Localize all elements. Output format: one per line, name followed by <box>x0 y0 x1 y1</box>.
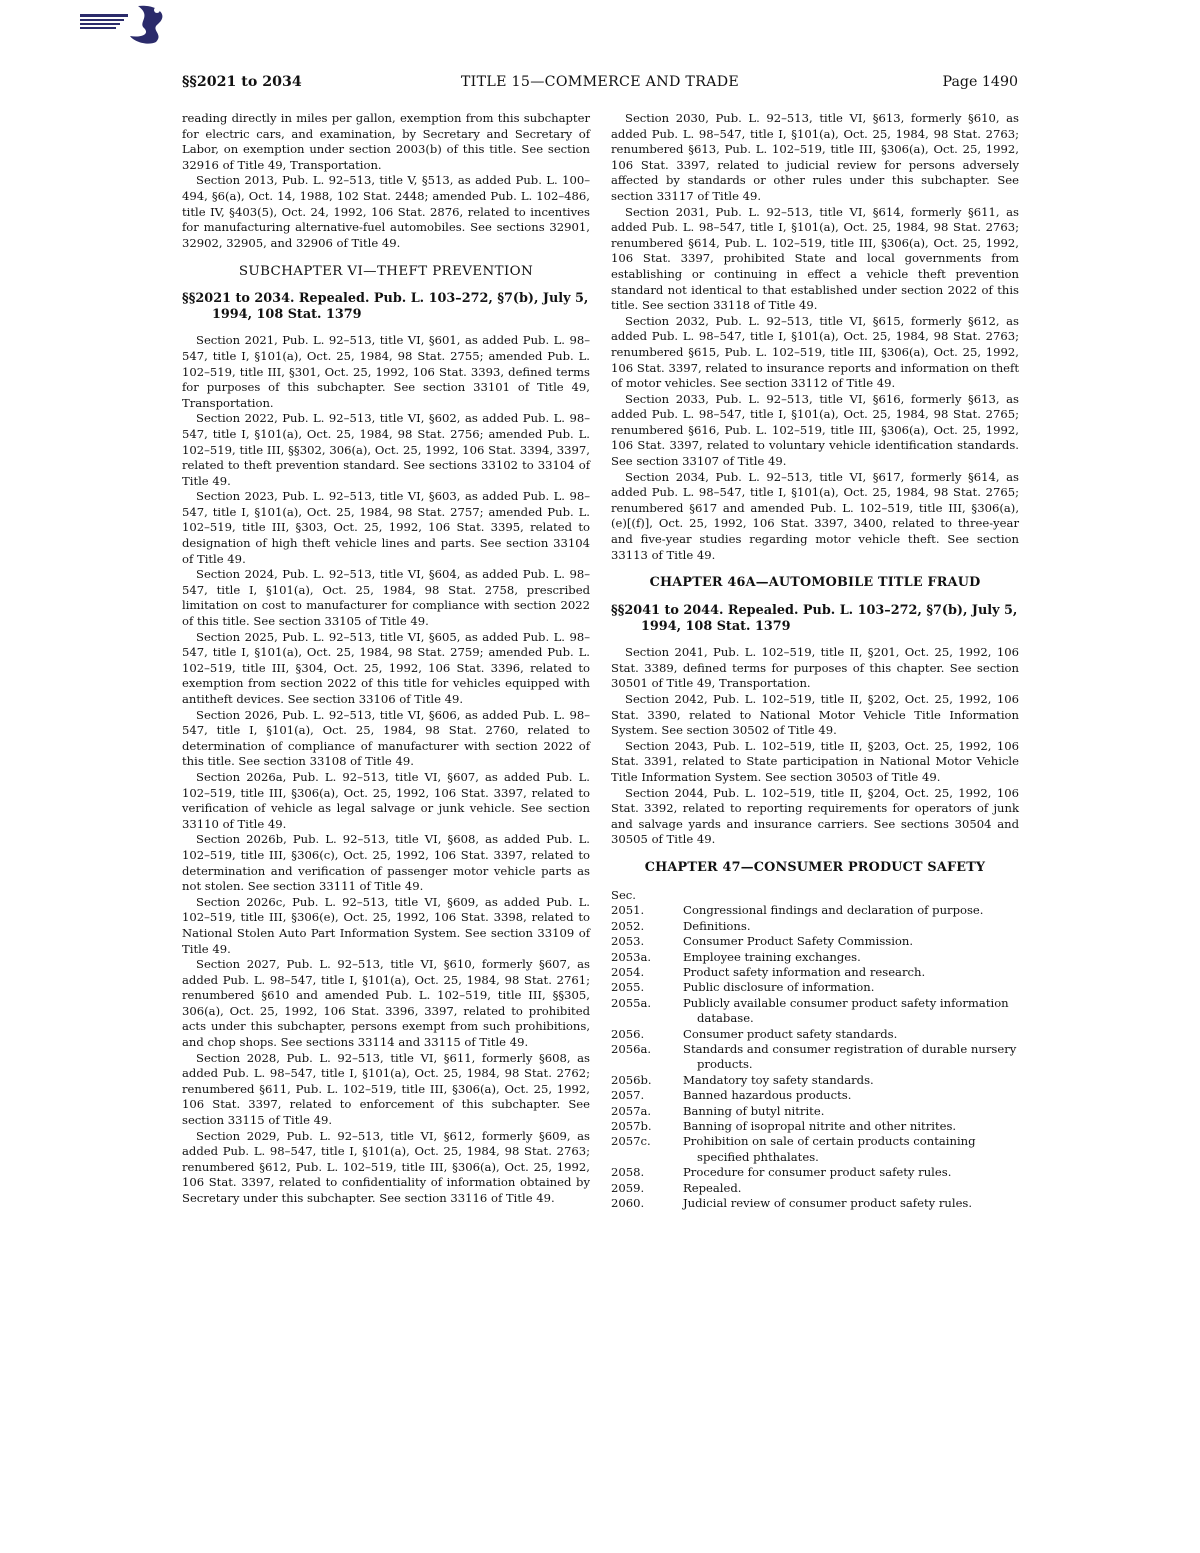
toc-title: Product safety information and research. <box>683 964 926 979</box>
body-paragraph: Section 2025, Pub. L. 92–513, title VI, §605, as added Pub. L. 98–547, title I, §101(a), Oct. 25, 1984, 98 Stat. 2759; amended Pub. L. 102–519, title III, §304, Oct. 25, 1992, 106 Stat. 3396, related to exemption from section 2022 of this title for vehicles equipped with antitheft devices. See section 33106 of Title 49. <box>182 629 590 706</box>
left-column <box>182 111 590 1207</box>
toc-entry <box>611 1196 1019 1211</box>
body-paragraph: Section 2041, Pub. L. 102–519, title II, §201, Oct. 25, 1992, 106 Stat. 3389, defined terms for purposes of this chapter. See section 30501 of Title 49, Transportation. <box>611 645 1019 691</box>
body-paragraph: Section 2022, Pub. L. 92–513, title VI, §602, as added Pub. L. 98–547, title I, §101(a), Oct. 25, 1984, 98 Stat. 2756; amended Pub. L. 102–519, title III, §§302, 306(a), Oct. 25, 1992, 106 Stat. 3394, 3397, related to theft prevention standard. See sections 33102 to 33104 of Title 49. <box>182 411 590 488</box>
toc-title: Standards and consumer registration of durable nursery products. <box>683 1042 1017 1072</box>
body-paragraph: Section 2024, Pub. L. 92–513, title VI, §604, as added Pub. L. 98–547, title I, §101(a), Oct. 25, 1984, 98 Stat. 2758, prescribed limitation on cost to manufacturer for compliance with section 2022 of this title. See section 33105 of Title 49. <box>182 567 590 629</box>
toc-title: Consumer Product Safety Commission. <box>683 934 914 949</box>
toc-number: 2052. <box>611 918 645 933</box>
gpo-authenticated-logo <box>78 2 172 46</box>
toc-entry <box>611 1027 1019 1042</box>
running-head-section-range: §§2021 to 2034 <box>182 74 302 90</box>
body-paragraph: Section 2026, Pub. L. 92–513, title VI, §606, as added Pub. L. 98–547, title I, §101(a), Oct. 25, 1984, 98 Stat. 2760, related to determination of compliance of manufacturer with section 2022 of this title. See section 33108 of Title 49. <box>182 707 590 769</box>
toc-title: Banned hazardous products. <box>683 1088 852 1103</box>
toc-number: 2057c. <box>611 1134 651 1149</box>
toc-title: Prohibition on sale of certain products containing specified phthalates. <box>683 1134 976 1164</box>
body-paragraph: Section 2021, Pub. L. 92–513, title VI, §601, as added Pub. L. 98–547, title I, §101(a), Oct. 25, 1984, 98 Stat. 2755; amended Pub. L. 102–519, title III, §301, Oct. 25, 1992, 106 Stat. 3393, defined terms for purposes of this subchapter. See section 33101 of Title 49, Transportation. <box>182 333 590 410</box>
toc-entry <box>611 934 1019 949</box>
toc-number: 2056. <box>611 1026 645 1041</box>
toc-title: Procedure for consumer product safety rules. <box>683 1165 952 1180</box>
body-paragraph: Section 2030, Pub. L. 92–513, title VI, §613, formerly §610, as added Pub. L. 98–547, title I, §101(a), Oct. 25, 1984, 98 Stat. 2763; renumbered §613, Pub. L. 102–519, title III, §306(a), Oct. 25, 1992, 106 Stat. 3397, related to judicial review for persons adversely affected by standards or other rules under this subchapter. See section 33117 of Title 49. <box>611 111 1019 203</box>
toc-entry <box>611 1042 1019 1073</box>
body-paragraph: Section 2033, Pub. L. 92–513, title VI, §616, formerly §613, as added Pub. L. 98–547, title I, §101(a), Oct. 25, 1984, 98 Stat. 2765; renumbered §616, Pub. L. 102–519, title III, §306(a), Oct. 25, 1992, 106 Stat. 3397, related to voluntary vehicle identification standards. See section 33107 of Title 49. <box>611 391 1019 469</box>
toc-title: Congressional findings and declaration of purpose. <box>683 903 984 918</box>
toc-label: Sec. <box>611 887 636 902</box>
toc-entry <box>611 1165 1019 1180</box>
toc-entry <box>611 996 1019 1027</box>
body-paragraph: Section 2031, Pub. L. 92–513, title VI, §614, formerly §611, as added Pub. L. 98–547, title I, §101(a), Oct. 25, 1984, 98 Stat. 2763; renumbered §614, Pub. L. 102–519, title III, §306(a), Oct. 25, 1992, 106 Stat. 3397, prohibited State and local governments from establishing or continuing in effect a vehicle theft prevention standard not identical to that established under section 2022 of this title. See section 33118 of Title 49. <box>611 204 1019 313</box>
body-paragraph: Section 2023, Pub. L. 92–513, title VI, §603, as added Pub. L. 98–547, title I, §101(a), Oct. 25, 1984, 98 Stat. 2757; amended Pub. L. 102–519, title III, §303, Oct. 25, 1992, 106 Stat. 3395, related to designation of high theft vehicle lines and parts. See section 33104 of Title 49. <box>182 489 590 566</box>
body-paragraph: Section 2044, Pub. L. 102–519, title II, §204, Oct. 25, 1992, 106 Stat. 3392, related to reporting requirements for operators of junk and salvage yards and insurance carriers. See sections 30504 and 30505 of Title 49. <box>611 785 1019 847</box>
toc-title: Banning of isopropal nitrite and other nitrites. <box>683 1119 957 1134</box>
toc-entry <box>611 1104 1019 1119</box>
toc-entry <box>611 1073 1019 1088</box>
toc-title: Judicial review of consumer product safety rules. <box>683 1196 973 1211</box>
toc-number: 2053a. <box>611 949 652 964</box>
body-paragraph: Section 2027, Pub. L. 92–513, title VI, §610, formerly §607, as added Pub. L. 98–547, title I, §101(a), Oct. 25, 1984, 98 Stat. 2761; renumbered §610 and amended Pub. L. 102–519, title III, §§305, 306(a), Oct. 25, 1992, 106 Stat. 3396, 3397, related to prohibited acts under this subchapter, persons exempt from such prohibitions, and chop shops. See sections 33114 and 33115 of Title 49. <box>182 957 590 1050</box>
section-heading: §§2021 to 2034. Repealed. Pub. L. 103–272, §7(b), July 5, 1994, 108 Stat. 1379 <box>182 291 589 323</box>
running-head-title: TITLE 15—COMMERCE AND TRADE <box>460 74 740 90</box>
toc-title: Consumer product safety standards. <box>683 1026 898 1041</box>
toc-number: 2057b. <box>611 1119 652 1134</box>
body-paragraph: Section 2026b, Pub. L. 92–513, title VI, §608, as added Pub. L. 102–519, title III, §306(c), Oct. 25, 1992, 106 Stat. 3397, related to determination and verification of passenger motor vehicle parts as not stolen. See section 33111 of Title 49. <box>182 832 590 894</box>
toc-number: 2056b. <box>611 1072 652 1087</box>
running-head <box>182 72 1018 92</box>
chapter-heading: CHAPTER 46A—AUTOMOBILE TITLE FRAUD <box>649 575 981 591</box>
section-table-of-contents <box>611 888 1019 1212</box>
toc-title: Employee training exchanges. <box>683 949 861 964</box>
toc-entry <box>611 965 1019 980</box>
running-head-page-number: Page 1490 <box>942 74 1018 90</box>
toc-entry <box>611 903 1019 918</box>
body-paragraph: Section 2042, Pub. L. 102–519, title II, §202, Oct. 25, 1992, 106 Stat. 3390, related to National Motor Vehicle Title Information System. See section 30502 of Title 49. <box>611 692 1019 738</box>
toc-number: 2056a. <box>611 1042 652 1056</box>
toc-entry <box>611 1134 1019 1165</box>
body-paragraph: Section 2029, Pub. L. 92–513, title VI, §612, formerly §609, as added Pub. L. 98–547, title I, §101(a), Oct. 25, 1984, 98 Stat. 2763; renumbered §612, Pub. L. 102–519, title III, §306(a), Oct. 25, 1992, 106 Stat. 3397, related to confidentiality of information obtained by Secretary under this subchapter. See section 33116 of Title 49. <box>182 1128 590 1205</box>
toc-entry <box>611 980 1019 995</box>
toc-entry <box>611 1119 1019 1134</box>
toc-number: 2051. <box>611 903 645 918</box>
body-paragraph: Section 2034, Pub. L. 92–513, title VI, §617, formerly §614, as added Pub. L. 98–547, title I, §101(a), Oct. 25, 1984, 98 Stat. 2765; renumbered §617 and amended Pub. L. 102–519, title III, §306(a), (e)[(f)], Oct. 25, 1992, 106 Stat. 3397, 3400, related to three-year and five-year studies regarding motor vehicle theft. See section 33113 of Title 49. <box>611 469 1019 562</box>
body-paragraph: Section 2013, Pub. L. 92–513, title V, §513, as added Pub. L. 100–494, §6(a), Oct. 14, 1988, 102 Stat. 2448; amended Pub. L. 102–486, title IV, §403(5), Oct. 24, 1992, 106 Stat. 2876, related to incentives for manufacturing alternative-fuel automobiles. See sections 32901, 32902, 32905, and 32906 of Title 49. <box>182 173 590 250</box>
toc-entry <box>611 919 1019 934</box>
toc-title: Publicly available consumer product safety information database. <box>683 995 1009 1026</box>
chapter-heading: CHAPTER 47—CONSUMER PRODUCT SAFETY <box>644 859 986 875</box>
toc-title: Mandatory toy safety standards. <box>683 1072 874 1087</box>
body-paragraph: reading directly in miles per gallon, exemption from this subchapter for electric cars, and examination, by Secretary and Secretary of Labor, on exemption under section 2003(b) of this title. See section 32916 of Title 49, Transportation. <box>182 111 590 172</box>
section-heading: §§2041 to 2044. Repealed. Pub. L. 103–272, §7(b), July 5, 1994, 108 Stat. 1379 <box>611 603 1018 635</box>
toc-number: 2053. <box>611 934 645 949</box>
toc-entry <box>611 1088 1019 1103</box>
toc-number: 2060. <box>611 1196 645 1211</box>
toc-title: Repealed. <box>683 1180 742 1195</box>
toc-number: 2055. <box>611 980 645 995</box>
body-paragraph: Section 2026a, Pub. L. 92–513, title VI, §607, as added Pub. L. 102–519, title III, §306(a), Oct. 25, 1992, 106 Stat. 3397, related to verification of vehicle as legal salvage or junk vehicle. See section 33110 of Title 49. <box>182 769 590 831</box>
toc-title: Banning of butyl nitrite. <box>683 1103 825 1118</box>
toc-number: 2057a. <box>611 1103 652 1118</box>
toc-number: 2058. <box>611 1165 645 1180</box>
body-paragraph: Section 2028, Pub. L. 92–513, title VI, §611, formerly §608, as added Pub. L. 98–547, title I, §101(a), Oct. 25, 1984, 98 Stat. 2762; renumbered §611, Pub. L. 102–519, title III, §306(a), Oct. 25, 1992, 106 Stat. 3397, related to enforcement of this subchapter. See section 33115 of Title 49. <box>182 1050 590 1128</box>
right-column <box>611 111 1019 1211</box>
toc-entry <box>611 950 1019 965</box>
toc-entry <box>611 1181 1019 1196</box>
toc-number: 2057. <box>611 1088 645 1103</box>
toc-number: 2055a. <box>611 995 652 1010</box>
body-paragraph: Section 2043, Pub. L. 102–519, title II, §203, Oct. 25, 1992, 106 Stat. 3391, related to State participation in National Motor Vehicle Title Information System. See section 30503 of Title 49. <box>611 738 1019 784</box>
body-paragraph: Section 2026c, Pub. L. 92–513, title VI, §609, as added Pub. L. 102–519, title III, §306(e), Oct. 25, 1992, 106 Stat. 3398, related to National Stolen Auto Part Information System. See section 33109 of Title 49. <box>182 894 590 956</box>
toc-title: Public disclosure of information. <box>683 980 875 995</box>
subchapter-heading: SUBCHAPTER VI—THEFT PREVENTION <box>238 264 534 280</box>
body-paragraph: Section 2032, Pub. L. 92–513, title VI, §615, formerly §612, as added Pub. L. 98–547, title I, §101(a), Oct. 25, 1984, 98 Stat. 2763; renumbered §615, Pub. L. 102–519, title III, §306(a), Oct. 25, 1992, 106 Stat. 3397, related to insurance reports and information on theft of motor vehicles. See section 33112 of Title 49. <box>611 313 1019 391</box>
toc-number: 2059. <box>611 1180 645 1195</box>
toc-title: Definitions. <box>683 918 751 933</box>
toc-number: 2054. <box>611 964 645 979</box>
